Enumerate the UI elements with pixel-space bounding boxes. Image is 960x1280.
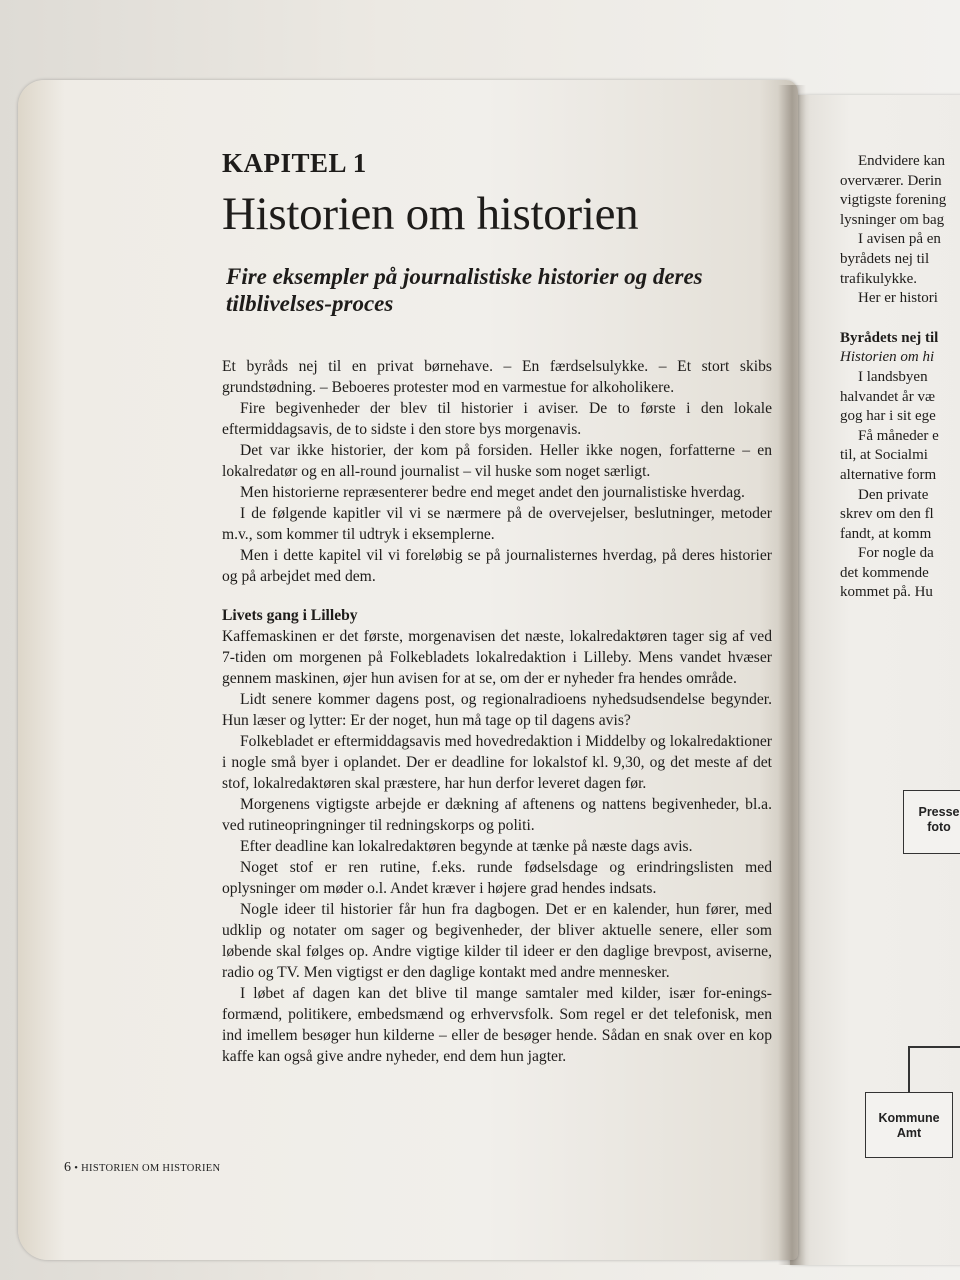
section-paragraph: Folkebladet er eftermiddagsavis med hovedredaktion i Middelby og lokalredaktioner i nogle små byer i oplandet. Der er deadline for lokalstof kl. 9,30, og det meste af det stof, lokalredaktøren skal præstere, har hun derfor leveret dagen før. xyxy=(222,732,772,792)
diagram-box-kommune-amt xyxy=(865,1092,953,1158)
intro-paragraph: Fire begivenheder der blev til historier i aviser. De to første i den lokale eftermiddagsavis, de to sidste i den store bys morgenavis. xyxy=(222,399,772,438)
right-line: For nogle da xyxy=(858,545,934,562)
section-heading: Livets gang i Lilleby xyxy=(222,606,358,624)
right-line: gog har i sit ege xyxy=(840,408,936,425)
right-line: lysninger om bag xyxy=(840,211,945,228)
body-text xyxy=(222,356,772,1067)
right-line: det kommende xyxy=(840,564,929,581)
right-line: Få måneder e xyxy=(858,427,939,444)
intro-paragraph: Et byråds nej til en privat børnehave. – En færdselsulykke. – Et stort skibs grundstødning. – Beboeres protester mod en varmestue for alkoholikere. xyxy=(222,357,772,396)
right-line: byrådets nej til xyxy=(840,250,930,267)
chapter-label: KAPITEL 1 xyxy=(222,148,367,178)
page-subtitle: Fire eksempler på journalistiske historier og deres tilblivelses-proces xyxy=(226,263,703,317)
right-line: overværer. Derin xyxy=(840,172,942,189)
right-line: alternative form xyxy=(840,466,937,483)
right-page-text xyxy=(840,152,960,603)
right-line: halvandet år væ xyxy=(840,388,935,405)
intro-paragraph: I de følgende kapitler vil vi se nærmere på de overvejelser, beslutninger, metoder m.v., som kommer til udtryk i eksemplerne. xyxy=(222,504,772,543)
right-line: fandt, at komm xyxy=(840,525,932,542)
section-paragraph: Efter deadline kan lokalredaktøren begynde at tænke på næste dags avis. xyxy=(240,837,693,855)
section-paragraph: Morgenens vigtigste arbejde er dækning af aftenens og nattens begivenheder, bl.a. ved rutineopringninger til redningskorps og politi. xyxy=(222,795,772,834)
intro-paragraph: Men i dette kapitel vil vi foreløbig se på journalisternes hverdag, på deres historier og på arbejdet med dem. xyxy=(222,546,772,585)
diagram-connector-line xyxy=(908,1046,910,1092)
intro-paragraph: Det var ikke historier, der kom på forsiden. Heller ikke nogen, forfatterne – en lokalredatør og en all-round journalist – vil huske som noget særligt. xyxy=(222,441,772,480)
bullet-separator: • xyxy=(71,1163,82,1174)
right-line: til, at Socialmi xyxy=(840,447,928,464)
section-paragraph: Lidt senere kommer dagens post, og regionalradioens nyhedsudsendelse begynder. Hun læser og lytter: Er der noget, hun må tage op til dagens avis? xyxy=(222,690,772,729)
right-heading: Byrådets nej til xyxy=(840,329,939,346)
right-line: trafikulykke. xyxy=(840,270,918,287)
section-paragraph: Noget stof er ren rutine, f.eks. runde fødselsdage og erindringslisten med oplysninger om møder o.l. Andet kræver i højere grad hendes indsats. xyxy=(222,858,772,897)
section-paragraph: I løbet af dagen kan det blive til mange samtaler med kilder, især for-enings-formænd, politikere, embedsmænd og erhvervsfolk. Som regel er det telefonisk, men ind imellem besøger hun kilderne – eller de besøger hende. Sådan en snak over en kop kaffe kan også give andre nyheder, end dem hun jagter. xyxy=(222,984,772,1065)
right-line: vigtigste forening xyxy=(840,192,947,209)
page-title: Historien om historien xyxy=(222,188,639,240)
box-label: Kommune xyxy=(878,1111,940,1125)
right-line: skrev om den fl xyxy=(840,506,934,523)
diagram-box-presse-foto xyxy=(903,790,960,854)
section-paragraph: Nogle ideer til historier får hun fra dagbogen. Det er en kalender, hun fører, med udklip og notater om sager og begivenheder, der bliver aktuelle senere, eller som løbende skal følges op. Andre vigtige kilder til ideer er den daglige brevpost, aviserne, radio og TV. Men vigtigst er den daglige kontakt med andre mennesker. xyxy=(222,900,772,981)
diagram-connector-line xyxy=(908,1046,960,1048)
book-gutter xyxy=(778,85,806,1265)
page-number: 6 xyxy=(64,1160,72,1175)
page-footer xyxy=(64,1160,220,1176)
box-label: Presse xyxy=(918,805,960,819)
box-label: foto xyxy=(927,820,951,834)
running-title: HISTORIEN OM HISTORIEN xyxy=(81,1163,221,1174)
right-line: Endvidere kan xyxy=(858,153,946,169)
box-label: Amt xyxy=(896,1126,922,1140)
section-paragraph: Kaffemaskinen er det første, morgenavisen det næste, lokalredaktøren tager sig af ved 7-tiden om morgenen på Folkebladets lokalredaktion i Lilleby. Mens vandet hvæser gennem maskinen, øjer hun avisen for at se, om der er nyheder fra hendes område. xyxy=(222,627,772,687)
right-line: Her er histori xyxy=(858,290,938,307)
right-line: I avisen på en xyxy=(858,231,941,248)
right-subheading: Historien om hi xyxy=(840,349,935,366)
left-page-content xyxy=(222,148,772,1067)
right-line: I landsbyen xyxy=(858,368,928,385)
intro-paragraph: Men historierne repræsenterer bedre end meget andet den journalistiske hverdag. xyxy=(240,483,745,501)
right-line: Den private xyxy=(858,486,929,503)
right-line: kommet på. Hu xyxy=(840,584,933,601)
